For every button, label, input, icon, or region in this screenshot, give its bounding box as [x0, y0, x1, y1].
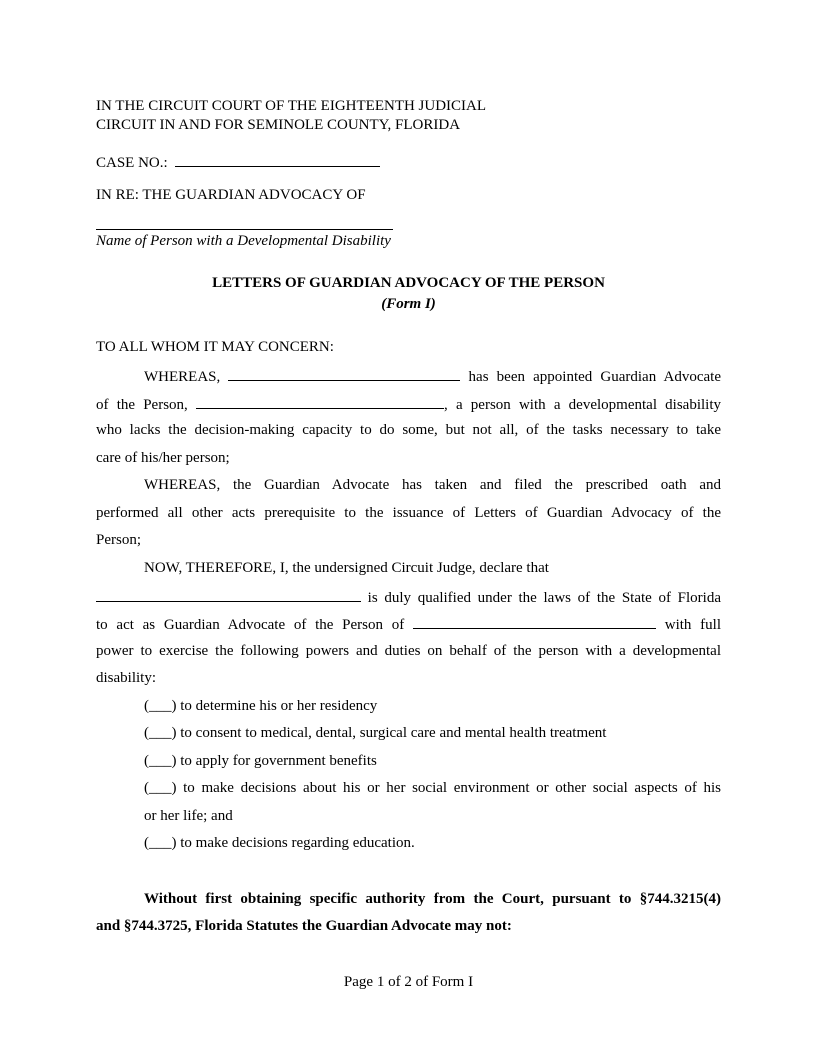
- in-re-line: IN RE: THE GUARDIAN ADVOCACY OF: [96, 187, 366, 203]
- limitation-line-2: and §744.3725, Florida Statutes the Guardian Advocate may not:: [96, 918, 512, 934]
- power-government-benefits[interactable]: (___) to apply for government benefits: [144, 753, 377, 769]
- paragraph-3-line-1: NOW, THEREFORE, I, the undersigned Circuit Judge, declare that: [144, 560, 549, 576]
- salutation: TO ALL WHOM IT MAY CONCERN:: [96, 339, 334, 355]
- power-education[interactable]: (___) to make decisions regarding education.: [144, 835, 415, 851]
- paragraph-3-line-5: disability:: [96, 670, 156, 686]
- power-social-environment-cont: or her life; and: [144, 808, 233, 824]
- p3-text-b: is duly qualified under the laws of the State of Florida: [367, 590, 721, 606]
- case-number-field[interactable]: [175, 152, 380, 167]
- form-designation: (Form I): [381, 296, 436, 312]
- paragraph-1-line-2: [96, 394, 721, 414]
- paragraph-3-line-3: [96, 614, 721, 634]
- case-number-label: CASE NO.:: [96, 155, 168, 171]
- paragraph-3-line-2: [96, 587, 721, 607]
- person-name-field-2[interactable]: [196, 394, 444, 409]
- person-name-caption: Name of Person with a Developmental Disability: [96, 233, 391, 249]
- p1-text-d: , a person with a developmental disability: [444, 397, 722, 413]
- case-number-row: [96, 152, 380, 172]
- p1-text-c: of the Person,: [96, 397, 188, 413]
- court-line-1: IN THE CIRCUIT COURT OF THE EIGHTEENTH JUDICIAL: [96, 98, 487, 114]
- power-residency[interactable]: (___) to determine his or her residency: [144, 698, 378, 714]
- power-social-environment[interactable]: (___) to make decisions about his or her social environment or other social aspects of his: [144, 780, 721, 796]
- paragraph-3-line-4: power to exercise the following powers and duties on behalf of the person with a developmental: [96, 643, 721, 659]
- guardian-advocate-name-field[interactable]: [228, 366, 460, 381]
- form-page: [96, 0, 721, 1056]
- paragraph-1-line-4: care of his/her person;: [96, 450, 230, 466]
- ward-name-field[interactable]: [413, 614, 656, 629]
- power-medical-consent[interactable]: (___) to consent to medical, dental, surgical care and mental health treatment: [144, 725, 607, 741]
- court-line-2: CIRCUIT IN AND FOR SEMINOLE COUNTY, FLORIDA: [96, 117, 461, 133]
- paragraph-1-line-1: [144, 366, 721, 386]
- paragraph-2-line-2: performed all other acts prerequisite to the issuance of Letters of Guardian Advocacy of the: [96, 505, 721, 521]
- qualified-guardian-name-field[interactable]: [96, 587, 361, 602]
- paragraph-2-line-1: WHEREAS, the Guardian Advocate has taken and filed the prescribed oath and: [144, 477, 721, 493]
- paragraph-2-line-3: Person;: [96, 532, 141, 548]
- person-name-field[interactable]: [96, 229, 393, 230]
- paragraph-1-line-3: who lacks the decision-making capacity to do some, but not all, of the tasks necessary to take: [96, 422, 721, 438]
- p1-text-b: has been appointed Guardian Advocate: [468, 369, 722, 385]
- p1-text-a: WHEREAS,: [144, 369, 221, 385]
- p3-text-c: to act as Guardian Advocate of the Person of: [96, 617, 405, 633]
- document-title: LETTERS OF GUARDIAN ADVOCACY OF THE PERSON: [212, 275, 605, 291]
- p3-text-d: with full: [664, 617, 721, 633]
- limitation-line-1: Without first obtaining specific authority from the Court, pursuant to §744.3215(4): [144, 891, 721, 907]
- page-footer: Page 1 of 2 of Form I: [343, 974, 474, 990]
